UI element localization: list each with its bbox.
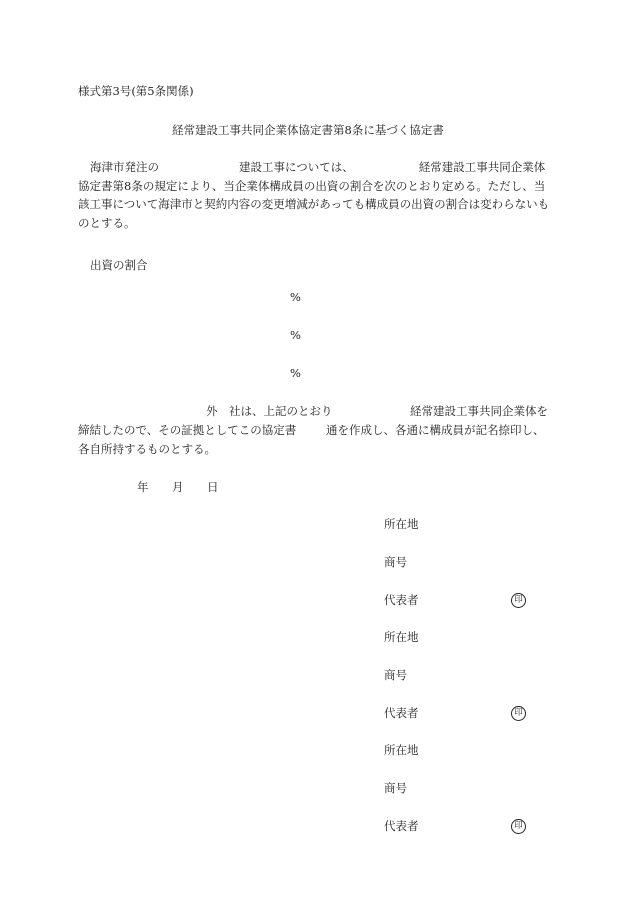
section-heading: 出資の割合 bbox=[90, 258, 148, 272]
intro-paragraph bbox=[78, 158, 552, 232]
intro-text-a: 海津市発注の bbox=[90, 160, 159, 174]
form-number: 様式第3号(第5条関係) bbox=[78, 84, 194, 98]
percent-sign: % bbox=[290, 328, 301, 342]
date-year: 年 bbox=[137, 480, 149, 494]
closing-text-2a: 締結したので、その証拠としてこの協定書 bbox=[78, 423, 297, 437]
signatory-3-address-label: 所在地 bbox=[384, 743, 419, 757]
closing-text-1a: 外 社は、上記のとおり bbox=[206, 404, 333, 418]
date-day: 日 bbox=[207, 480, 219, 494]
signatory-2-rep-label: 代表者 bbox=[384, 706, 419, 720]
document-title: 経常建設工事共同企業体協定書第8条に基づく協定書 bbox=[172, 123, 444, 137]
date-month: 月 bbox=[172, 480, 184, 494]
seal-mark-icon: 印 bbox=[511, 706, 526, 721]
closing-text-3: 各自所持するものとする。 bbox=[78, 442, 216, 456]
closing-text-1b: 経常建設工事共同企業体を bbox=[410, 404, 548, 418]
signatory-2-address-label: 所在地 bbox=[384, 630, 419, 644]
signatory-1-name-label: 商号 bbox=[384, 555, 407, 569]
signatory-3-name-label: 商号 bbox=[384, 781, 407, 795]
closing-text-2b: 通を作成し、各通に構成員が記名捺印し、 bbox=[326, 423, 545, 437]
signatory-1-address-label: 所在地 bbox=[384, 517, 419, 531]
intro-text-rest: 協定書第8条の規定により、当企業体構成員の出資の割合を次のとおり定める。ただし、当該工事について海津市と契約内容の変更増減があっても構成員の出資の割合は変わらないものとする。 bbox=[78, 178, 550, 230]
percent-sign: % bbox=[290, 366, 301, 380]
signatory-3-rep-label: 代表者 bbox=[384, 819, 419, 833]
seal-mark-icon: 印 bbox=[511, 593, 526, 608]
signatory-1-rep-label: 代表者 bbox=[384, 593, 419, 607]
signatory-2-name-label: 商号 bbox=[384, 668, 407, 682]
percent-sign: % bbox=[290, 290, 301, 304]
intro-text-b: 建設工事については、 bbox=[239, 160, 354, 174]
intro-text-c: 経常建設工事共同企業体 bbox=[418, 160, 546, 174]
seal-mark-icon: 印 bbox=[511, 819, 526, 834]
